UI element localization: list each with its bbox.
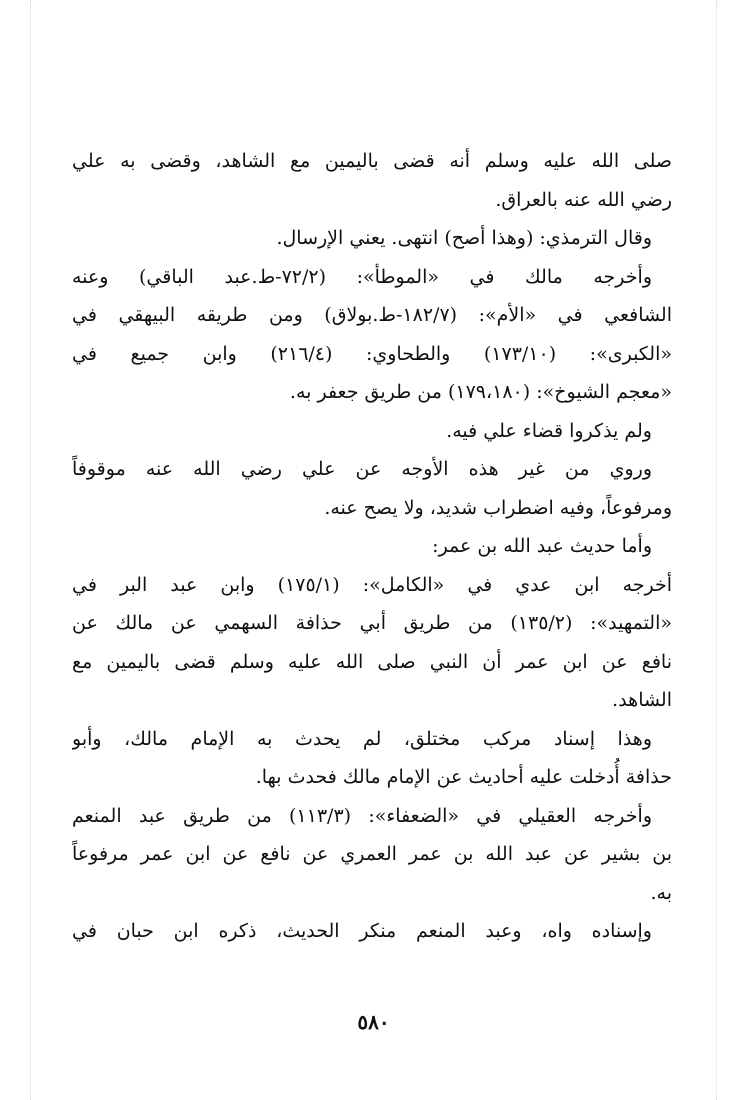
- text-line: «الكبرى»: (١٧٣/١٠) والطحاوي: (٢١٦/٤) وابن جميع في: [72, 342, 672, 365]
- scan-edge-left: [30, 0, 32, 1100]
- text-line: ومرفوعاً، وفيه اضطراب شديد، ولا يصح عنه.: [324, 496, 672, 519]
- page-number: ٥٨٠: [357, 1010, 390, 1034]
- text-line: بن بشير عن عبد الله بن عمر العمري عن نافع عن ابن عمر مرفوعاً: [72, 843, 672, 865]
- text-line: حذافة أُدخلت عليه أحاديث عن الإمام مالك فحدث بها.: [255, 766, 672, 788]
- text-line: «معجم الشيوخ»: (١٧٩،١٨٠) من طريق جعفر به.: [289, 381, 672, 403]
- scan-edge-right: [716, 0, 718, 1100]
- text-line: الشافعي في «الأم»: (١٨٢/٧-ط.بولاق) ومن طريقه البيهقي في: [72, 304, 672, 326]
- text-line: رضي الله عنه بالعراق.: [495, 188, 672, 211]
- text-line: نافع عن ابن عمر أن النبي صلى الله عليه وسلم قضى باليمين مع: [72, 650, 672, 673]
- text-line: وهذا إسناد مركب مختلق، لم يحدث به الإمام مالك، وأبو: [72, 727, 652, 750]
- text-line: صلى الله عليه وسلم أنه قضى باليمين مع الشاهد، وقضى به علي: [72, 150, 672, 172]
- text-line: به.: [650, 881, 672, 904]
- text-line: وأما حديث عبد الله بن عمر:: [432, 535, 652, 557]
- body-text: [72, 142, 672, 951]
- text-line: وأخرجه مالك في «الموطأ»: (٧٢/٢-ط.عبد الباقي) وعنه: [72, 265, 652, 288]
- text-line: الشاهد.: [612, 689, 672, 711]
- text-line: ولم يذكروا قضاء علي فيه.: [446, 419, 652, 442]
- text-line: وروي من غير هذه الأوجه عن علي رضي الله عنه موقوفاً: [72, 458, 652, 480]
- text-line: وإسناده واه، وعبد المنعم منكر الحديث، ذكره ابن حبان في: [72, 920, 652, 942]
- text-line: وقال الترمذي: (وهذا أصح) انتهى. يعني الإرسال.: [276, 227, 652, 249]
- text-line: أخرجه ابن عدي في «الكامل»: (١٧٥/١) وابن عبد البر في: [72, 573, 672, 596]
- text-line: وأخرجه العقيلي في «الضعفاء»: (١١٣/٣) من طريق عبد المنعم: [72, 804, 652, 827]
- text-line: «التمهيد»: (١٣٥/٢) من طريق أبي حذافة السهمي عن مالك عن: [72, 612, 672, 634]
